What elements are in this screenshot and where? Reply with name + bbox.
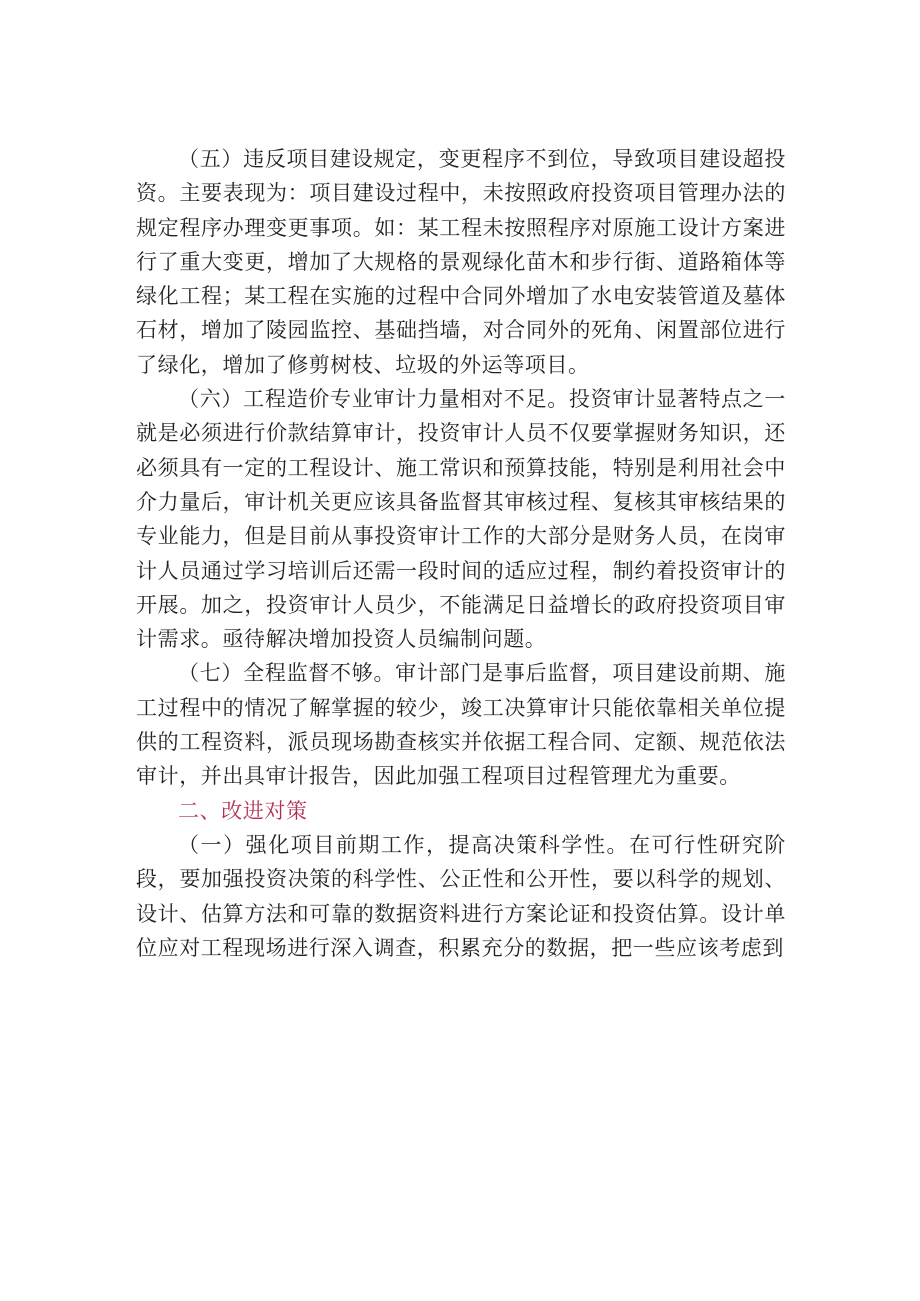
section-heading-improvements: 二、改进对策 bbox=[178, 798, 308, 823]
paragraph-item-5: （五）违反项目建设规定，变更程序不到位，导致项目建设超投资。主要表现为：项目建设过程中，未按照政府投资项目管理办法的规定程序办理变更事项。如：某工程未按照程序对原施工设计方案进行了重大变更，增加了大规格的景观绿化苗木和步行街、道路箱体等绿化工程；某工程在实施的过程中合同外增加了水电安装管道及墓体石材，增加了陵园监控、基础挡墙，对合同外的死角、闲置部位进行了绿化，增加了修剪树枝、垃圾的外运等项目。 bbox=[136, 147, 786, 377]
document-body bbox=[136, 142, 786, 965]
paragraph-item-7: （七）全程监督不够。审计部门是事后监督，项目建设前期、施工过程中的情况了解掌握的较少，竣工决算审计只能依靠相关单位提供的工程资料，派员现场勘查核实并依据工程合同、定额、规范依法审计，并出具审计报告，因此加强工程项目过程管理尤为重要。 bbox=[136, 661, 786, 789]
paragraph-item-6: （六）工程造价专业审计力量相对不足。投资审计显著特点之一就是必须进行价款结算审计，投资审计人员不仅要掌握财务知识，还必须具有一定的工程设计、施工常识和预算技能，特别是利用社会中介力量后，审计机关更应该具备监督其审核过程、复核其审核结果的专业能力，但是目前从事投资审计工作的大部分是财务人员，在岗审计人员通过学习培训后还需一段时间的适应过程，制约着投资审计的开展。加之，投资审计人员少，不能满足日益增长的政府投资项目审计需求。亟待解决增加投资人员编制问题。 bbox=[136, 387, 786, 652]
paragraph-improvement-1: （一）强化项目前期工作，提高决策科学性。在可行性研究阶段，要加强投资决策的科学性、公正性和公开性，要以科学的规划、设计、估算方法和可靠的数据资料进行方案论证和投资估算。设计单位应对工程现场进行深入调查，积累充分的数据，把一些应该考虑到 bbox=[136, 832, 786, 960]
